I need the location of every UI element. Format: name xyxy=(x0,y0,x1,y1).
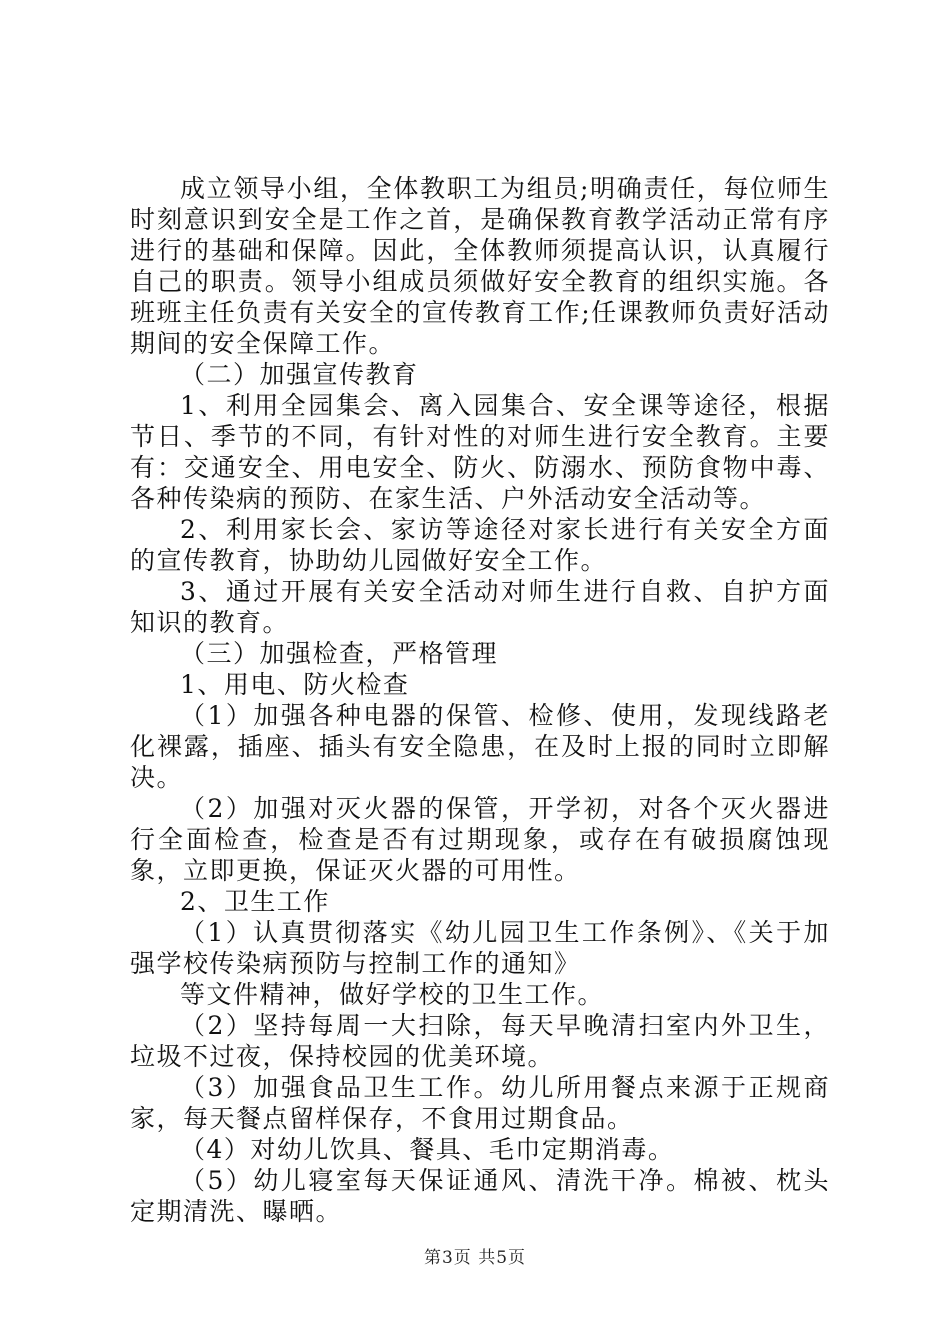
paragraph-leadership: 成立领导小组，全体教职工为组员;明确责任，每位师生时刻意识到安全是工作之首，是确保教育教学活动正常有序进行的基础和保障。因此，全体教师须提高认识，认真履行自己的职责。领导小组成员须做好安全教育的组织实施。各班班主任负责有关安全的宣传教育工作;任课教师负责好活动期间的安全保障工作。 xyxy=(130,174,830,358)
paragraph-publicity-1: 1、利用全园集会、离入园集合、安全课等途径，根据节日、季节的不同，有针对性的对师生进行安全教育。主要有：交通安全、用电安全、防火、防溺水、预防食物中毒、各种传染病的预防、在家生活、户外活动安全活动等。 xyxy=(130,391,830,513)
paragraph-electricity-1: （1）加强各种电器的保管、检修、使用，发现线路老化裸露，插座、插头有安全隐患，在及时上报的同时立即解决。 xyxy=(130,701,830,792)
paragraph-hygiene-2: （2）坚持每周一大扫除，每天早晚清扫室内外卫生，垃圾不过夜，保持校园的优美环境。 xyxy=(130,1011,830,1071)
paragraph-publicity-3: 3、通过开展有关安全活动对师生进行自救、自护方面知识的教育。 xyxy=(130,577,830,637)
subheading-hygiene: 2、卫生工作 xyxy=(180,887,330,916)
heading-publicity-education: （二）加强宣传教育 xyxy=(180,360,419,389)
page-number-footer: 第3页 共5页 xyxy=(423,1248,527,1268)
paragraph-hygiene-1: （1）认真贯彻落实《幼儿园卫生工作条例》、《关于加强学校传染病预防与控制工作的通知》 xyxy=(130,918,830,978)
paragraph-hygiene-3: （3）加强食品卫生工作。幼儿所用餐点来源于正规商家，每天餐点留样保存，不食用过期食品。 xyxy=(130,1073,830,1133)
paragraph-publicity-2: 2、利用家长会、家访等途径对家长进行有关安全方面的宣传教育，协助幼儿园做好安全工作。 xyxy=(130,515,830,575)
paragraph-hygiene-5: （5）幼儿寝室每天保证通风、清洗干净。棉被、枕头定期清洗、曝晒。 xyxy=(130,1166,830,1226)
paragraph-hygiene-1-cont: 等文件精神，做好学校的卫生工作。 xyxy=(180,980,605,1009)
heading-inspection-management: （三）加强检查，严格管理 xyxy=(180,639,499,668)
subheading-electricity-fire: 1、用电、防火检查 xyxy=(180,670,410,699)
document-body xyxy=(130,173,830,1227)
paragraph-hygiene-4: （4）对幼儿饮具、餐具、毛巾定期消毒。 xyxy=(180,1135,675,1164)
paragraph-electricity-2: （2）加强对灭火器的保管，开学初，对各个灭火器进行全面检查，检查是否有过期现象，或存在有破损腐蚀现象，立即更换，保证灭火器的可用性。 xyxy=(130,794,830,885)
